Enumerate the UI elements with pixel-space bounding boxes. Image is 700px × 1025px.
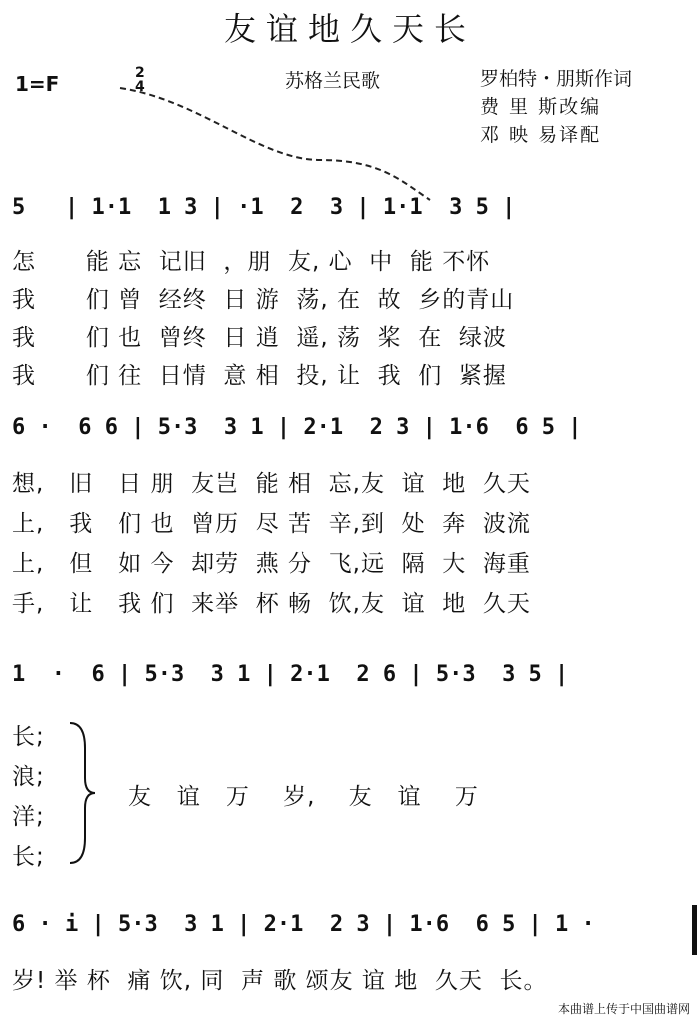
lyric-line-2-3: 上, 但 如 今 却劳 燕 分 飞,远 隔 大 海重 [12,551,531,577]
lyric-line-1-1: 怎 能 忘 记旧 ，朋 友, 心 中 能 不怀 [12,249,491,275]
lyricist-credit: 罗柏特・朋斯作词 [480,68,633,90]
lyric-line-2-2: 上, 我 们 也 曾历 尽 苦 辛,到 处 奔 波流 [12,511,531,537]
lyric-left-2: 浪; [12,764,45,790]
notes-line-4: 6 · i | 5·3 3 1 | 2·1 2 3 | 1·6 6 5 | 1 · [12,912,595,937]
time-top: 2 [135,65,145,81]
lyric-line-1-2: 我 们 曾 经终 日 游 荡, 在 故 乡的青山 [12,287,515,313]
lyric-left-3: 洋; [12,804,45,830]
origin-label: 苏格兰民歌 [285,70,381,92]
arranger-credit: 费 里 斯改编 [480,96,602,118]
lyric-line-1-3: 我 们 也 曾终 日 逍 遥, 荡 桨 在 绿波 [12,325,507,351]
lyric-left-4: 长; [12,844,45,870]
verse-brace [60,718,100,868]
song-title: 友谊地久天长 [223,10,476,48]
lyric-line-2-4: 手, 让 我 们 来举 杯 畅 饮,友 谊 地 久天 [12,591,531,617]
chorus-lyric: 友 谊 万 岁, 友 谊 万 [128,784,479,810]
translator-credit: 邓 映 易译配 [480,124,602,146]
notes-line-2: 6 · 6 6 | 5·3 3 1 | 2·1 2 3 | 1·6 6 5 | [12,415,582,440]
lyric-line-1-4: 我 们 往 日情 意 相 投, 让 我 们 紧握 [12,363,507,389]
lyric-left-1: 长; [12,724,45,750]
key-label: 1=F [15,72,60,96]
notes-line-1: 5 | 1·1 1 3 | ·1 2 3 | 1·1 3 5 | [12,195,516,220]
lyric-line-4: 岁! 举 杯 痛 饮, 同 声 歌 颂友 谊 地 久天 长。 [12,968,548,994]
notes-line-3: 1 · 6 | 5·3 3 1 | 2·1 2 6 | 5·3 3 5 | [12,662,569,687]
final-barline [692,905,697,955]
lyric-line-2-1: 想, 旧 日 朋 友岂 能 相 忘,友 谊 地 久天 [12,471,531,497]
footer-source: 本曲谱上传于中国曲谱网 [557,1002,690,1016]
time-bottom: 4 [135,79,145,95]
